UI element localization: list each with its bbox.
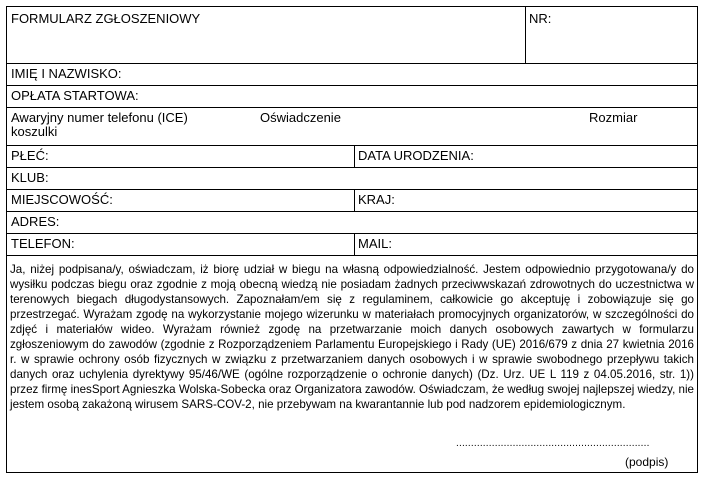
row-line bbox=[7, 189, 697, 190]
column-divider bbox=[354, 233, 355, 255]
shirt-label: koszulki bbox=[11, 124, 58, 139]
signature-line: ................................................................. bbox=[456, 438, 650, 449]
row-line bbox=[7, 85, 697, 86]
size-label: Rozmiar bbox=[589, 110, 638, 125]
birthdate-label: DATA URODZENIA: bbox=[358, 148, 474, 163]
city-label: MIEJSCOWOŚĆ: bbox=[11, 192, 113, 207]
column-divider bbox=[354, 145, 355, 167]
row-line bbox=[7, 255, 697, 256]
row-line bbox=[7, 145, 697, 146]
phone-label: TELEFON: bbox=[11, 236, 75, 251]
row-line bbox=[7, 211, 697, 212]
fee-label: OPŁATA STARTOWA: bbox=[11, 88, 139, 103]
club-label: KLUB: bbox=[11, 170, 49, 185]
country-label: KRAJ: bbox=[358, 192, 395, 207]
name-label: IMIĘ I NAZWISKO: bbox=[11, 66, 122, 81]
application-form bbox=[6, 6, 698, 473]
mail-label: MAIL: bbox=[358, 236, 392, 251]
nr-label: NR: bbox=[529, 11, 552, 26]
row-line bbox=[7, 107, 697, 108]
row-line bbox=[7, 167, 697, 168]
header-bottom-line bbox=[7, 63, 697, 64]
gender-label: PŁEĆ: bbox=[11, 148, 49, 163]
address-label: ADRES: bbox=[11, 214, 60, 229]
form-title: FORMULARZ ZGŁOSZENIOWY bbox=[11, 11, 201, 26]
header-divider bbox=[525, 7, 526, 63]
column-divider bbox=[354, 189, 355, 211]
row-line bbox=[7, 233, 697, 234]
ice-label: Awaryjny numer telefonu (ICE) bbox=[11, 110, 188, 125]
signature-label: (podpis) bbox=[625, 455, 669, 469]
declaration-text: Ja, niżej podpisana/y, oświadczam, iż biorę udział w biegu na własną odpowiedzialność. Jestem odpowiednio przygotowana/y do wysiłku podczas biegu oraz zgodnie z moją obecną wiedzą nie posiadam żadnych przeciwwskazań zdrowotnych do uczestnictwa w terenowych biegach długodystansowych. Zapoznałam/em się z regulaminem, całkowicie go akceptuję i zobowiązuje się go przestrzegać. Wyrażam zgodę na wykorzystanie mojego wizerunku w materiałach promocyjnych organizatorów, w szczególności do zdjęć i materiałów wideo. Wyrażam również zgodę na przetwarzanie moich danych osobowych zawartych w formularzu zgłoszeniowym do zawodów (zgodnie z Rozporządzeniem Parlamentu Europejskiego i Rady (UE) 2016/679 z dnia 27 kwietnia 2016 r. w sprawie ochrony osób fizycznych w związku z przetwarzaniem danych osobowych i w sprawie swobodnego przepływu takich danych oraz uchylenia dyrektywy 95/46/WE (ogólne rozporządzenie o ochronie danych) (Dz. Urz. UE L 119 z 04.05.2016, str. 1)) przez firmę inesSport Agnieszka Wolska-Sobecka oraz Organizatora zawodów. Oświadczam, że według swojej najlepszej wiedzy, nie jestem osobą zakażoną wirusem SARS-COV-2, nie przebywam na kwarantannie lub pod nadzorem epidemiologicznym. bbox=[10, 263, 694, 411]
statement-label: Oświadczenie bbox=[260, 110, 341, 125]
